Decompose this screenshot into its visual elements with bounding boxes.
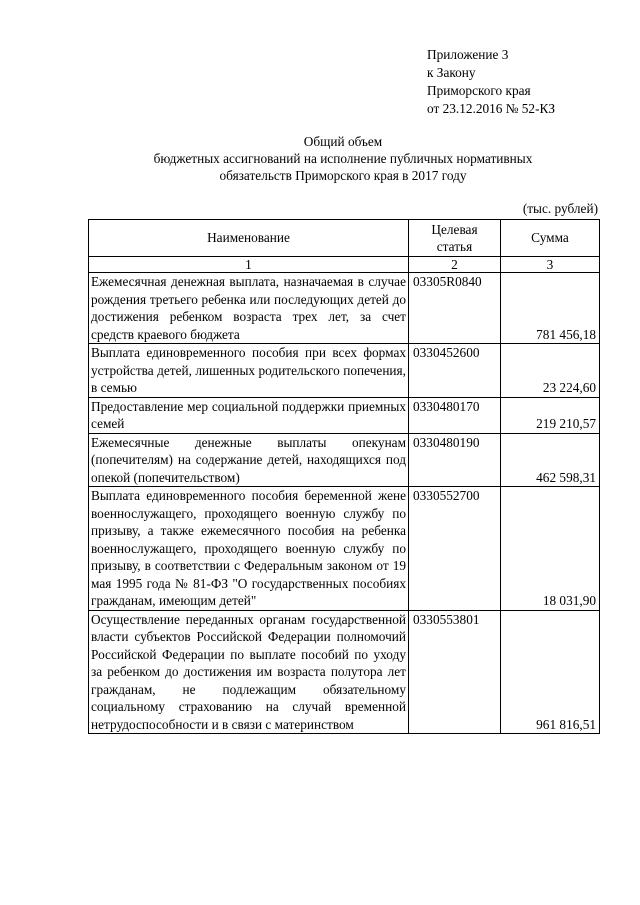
row-name: Выплата единовременного пособия при всех формах устройства детей, лишенных родительского попечения, в семью	[89, 344, 409, 398]
title-line-2: бюджетных ассигнований на исполнение публичных нормативных	[153, 151, 533, 166]
row-sum: 23 224,60	[501, 344, 600, 398]
header-code: Целевая статья	[409, 220, 501, 257]
table-header-row	[89, 220, 600, 257]
row-code: 0330480190	[409, 433, 501, 487]
table-row	[89, 433, 600, 487]
row-name: Предоставление мер социальной поддержки приемных семей	[89, 397, 409, 433]
row-name: Осуществление переданных органам государственной власти субъектов Российской Федерации полномочий Российской Федерации по выплате пособий по уходу за ребенком до достижения им возраста полутора лет гражданам, не подлежащим обязательному социальному страхованию на случай временной нетрудоспособности и в связи с материнством	[89, 610, 409, 734]
appendix-header	[427, 46, 555, 118]
row-code: 0330553801	[409, 610, 501, 734]
row-code: 0330452600	[409, 344, 501, 398]
row-sum: 781 456,18	[501, 273, 600, 344]
row-name: Ежемесячные денежные выплаты опекунам (попечителям) на содержание детей, находящихся под опекой (попечительством)	[89, 433, 409, 487]
table-row	[89, 397, 600, 433]
appendix-line-4: от 23.12.2016 № 52-КЗ	[427, 101, 556, 116]
row-sum: 961 816,51	[501, 610, 600, 734]
title-line-3: обязательств Приморского края в 2017 году	[219, 168, 467, 183]
column-number-row	[89, 257, 600, 273]
table-row	[89, 487, 600, 611]
appendix-line-3: Приморского края	[427, 83, 531, 98]
document-title	[88, 133, 598, 184]
table-row	[89, 344, 600, 398]
table-row	[89, 610, 600, 734]
obligations-table	[88, 219, 600, 734]
appendix-line-1: Приложение 3	[427, 47, 509, 62]
row-sum: 462 598,31	[501, 433, 600, 487]
header-sum: Сумма	[501, 220, 600, 257]
col-number-3: 3	[501, 257, 600, 273]
col-number-2: 2	[409, 257, 501, 273]
row-sum: 18 031,90	[501, 487, 600, 611]
row-name: Выплата единовременного пособия беременной жене военнослужащего, проходящего военную службу по призыву, а также ежемесячного пособия на ребенка военнослужащего, проходящего военную службу по призыву, в соответствии с Федеральным законом от 19 мая 1995 года № 81-ФЗ "О государственных пособиях гражданам, имеющим детей"	[89, 487, 409, 611]
table-row	[89, 273, 600, 344]
title-line-1: Общий объем	[303, 134, 383, 149]
col-number-1: 1	[89, 257, 409, 273]
appendix-line-2: к Закону	[427, 65, 476, 80]
header-name: Наименование	[89, 220, 409, 257]
unit-label: (тыс. рублей)	[522, 201, 598, 216]
row-code: 0330552700	[409, 487, 501, 611]
row-code: 03305R0840	[409, 273, 501, 344]
row-code: 0330480170	[409, 397, 501, 433]
row-name: Ежемесячная денежная выплата, назначаемая в случае рождения третьего ребенка или последующих детей до достижения ребенком возраста трех лет, за счет средств краевого бюджета	[89, 273, 409, 344]
row-sum: 219 210,57	[501, 397, 600, 433]
